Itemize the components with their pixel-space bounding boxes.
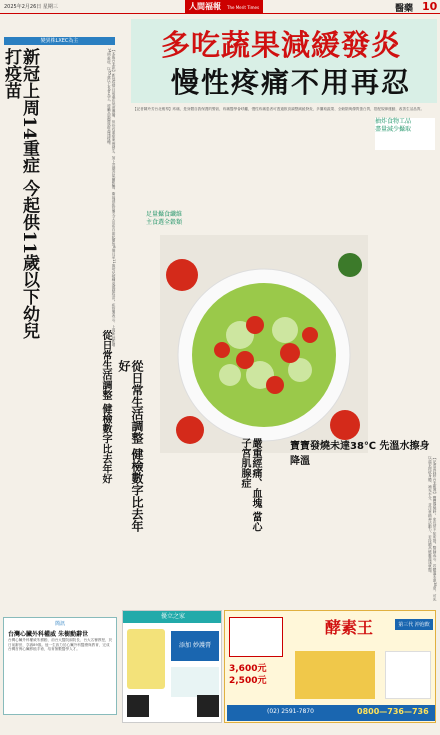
ad1-qr-code-1 xyxy=(127,695,149,717)
ad1-product-label: 添加 妙護膏 xyxy=(171,631,219,661)
brief-box-title: 簡訊 xyxy=(54,621,65,627)
ad1-qr-code-2 xyxy=(197,695,219,717)
side-note-1-line-2: 盡量減少攝取 xyxy=(375,126,412,133)
main-headline-red: 多吃蔬果減緩發炎 xyxy=(161,28,402,62)
ad2-promo-box xyxy=(229,617,283,657)
main-headline-black: 慢性疼痛不用再忍 xyxy=(171,66,412,99)
brief-body: 台灣心臟外科權威朱樹勳，前台大醫院副院長、台大名譽教授，於日前辭世，享壽89歲。他一生致力於心臟外科醫療與教育，完成台灣首例心臟移植手術，培育無數醫學人才。 xyxy=(8,638,113,652)
masthead-title: 人間福報 xyxy=(189,2,221,11)
masthead-english: The Merit Times xyxy=(227,5,260,10)
ad1-product-box xyxy=(171,667,219,697)
baby-fever-headline: 寶寶發燒未達38℃ 先溫水擦身降溫 xyxy=(290,441,430,467)
advertisement-cream xyxy=(122,610,222,723)
ad2-title: 酵素王 xyxy=(325,618,374,637)
masthead-logo xyxy=(185,0,263,13)
ad2-price-1: 3,600元 xyxy=(229,664,267,674)
cramps-headline: 嚴重經痛、血塊 當心子宮肌腺症 xyxy=(239,438,261,532)
main-banner xyxy=(131,19,437,103)
brief-headline: 台灣心臟外科權威 朱樹勳辭世 xyxy=(8,631,89,638)
side-note-fried-food xyxy=(375,118,435,150)
side-note-2-line-1: 足量攝食纖維 xyxy=(146,211,183,218)
ad2-hotline: (02) 2591-7870 xyxy=(267,708,314,715)
advertisement-enzyme xyxy=(224,610,436,723)
ad2-subtitle: 第三代 沖泡飲 xyxy=(395,619,433,630)
left-section-label: 變異株LXEC為主 xyxy=(4,37,115,45)
ad2-price-2: 2,500元 xyxy=(229,676,267,686)
left-headline: 新冠上周14重症 今起供11歲以下幼兒打疫苗 xyxy=(1,48,39,340)
ad1-product-image xyxy=(127,629,165,689)
side-note-1-line-1: 抽炸食物工品 xyxy=(375,118,412,125)
ad2-contact-bar xyxy=(227,705,435,721)
ad2-product-sachet xyxy=(385,651,431,699)
salad-illustration xyxy=(160,235,368,453)
left-article-text: 【本報台北訊】新冠疫情目前處在低度傳播，但仍有重症案例發生，加上近期冷氣團影響，衛福部疾管署今天宣布自即起開放6個月至11歲幼兒接種莫德納疫苗。疾管署表示，上周新冠新增14例重症，以65歲以上長者為主，呼籲高風險族群盡速接種。 xyxy=(107,48,116,347)
health-check-headline: 從日常生活調整 健檢數字比去年好 xyxy=(117,360,144,533)
left-sub-headline: 從日常生活調整 健檢數字比去年好 xyxy=(100,330,111,484)
publish-date: 2025年2月26日 星期三 xyxy=(4,4,58,10)
salad-photo xyxy=(160,235,368,453)
main-article-text: 【記者陳玲芳台北報導】疼痛，是身體自我保護的警訊，疼痛醫學會呼籲，慢性疼痛患者可透過飲食調整減緩發炎，多攝取蔬果、全穀類與優質蛋白質，搭配規律運動，改善生活品質。 xyxy=(133,107,425,111)
ad2-phone: 0800—736—736 xyxy=(357,707,429,716)
ad1-title: 優立之家 xyxy=(123,611,222,623)
brief-news-box xyxy=(3,617,117,715)
side-note-2-line-2: 主食選全穀類 xyxy=(146,219,183,226)
section-title: 醫藥 xyxy=(395,4,414,14)
page-number: 10 xyxy=(422,0,438,13)
left-article-body xyxy=(40,48,116,348)
ad2-product-jars xyxy=(295,651,375,699)
baby-fever-body: 【記者黃鈺婷台北報導】寶寶發燒時，家長常不知所措。醫師表示，若體溫未達38度，可先以溫水擦拭身體、補充水分，並注意精神活動力，若持續高燒應盡速就醫。 xyxy=(428,456,437,601)
